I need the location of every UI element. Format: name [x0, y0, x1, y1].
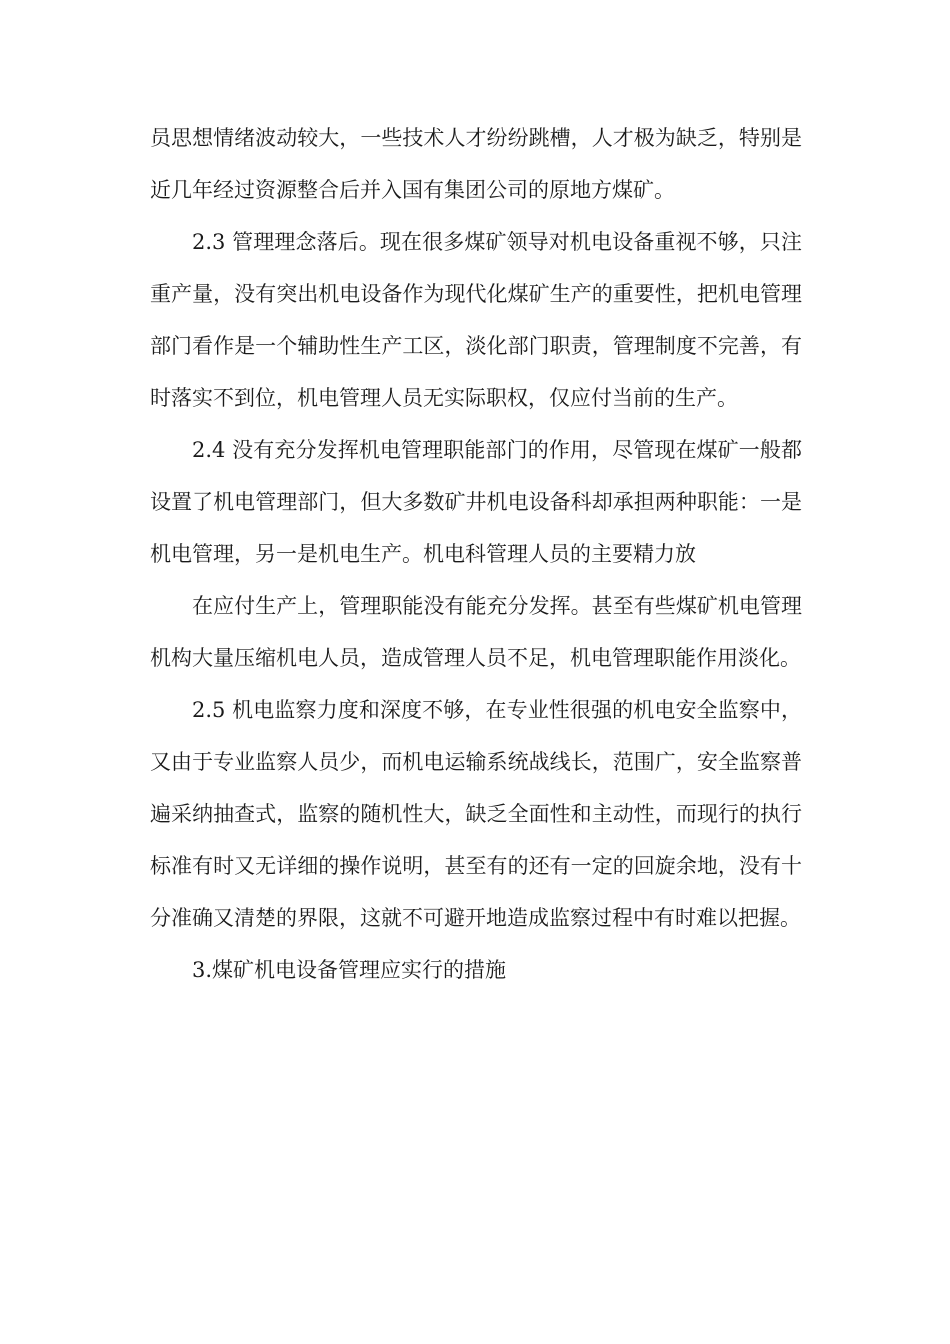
document-body: [150, 112, 802, 996]
section-heading-3-measures: 3.煤矿机电设备管理应实行的措施: [192, 958, 507, 982]
paragraph-2-4-continued: 在应付生产上，管理职能没有能充分发挥。甚至有些煤矿机电管理机构大量压缩机电人员，造成管理人员不足，机电管理职能作用淡化。: [150, 594, 802, 670]
paragraph-2-3-management-concept: 2.3 管理理念落后。现在很多煤矿领导对机电设备重视不够，只注重产量，没有突出机电设备作为现代化煤矿生产的重要性，把机电管理部门看作是一个辅助性生产工区，淡化部门职责，管理制度不完善，有时落实不到位，机电管理人员无实际职权，仅应付当前的生产。: [150, 230, 802, 410]
paragraph-staff-turnover: 员思想情绪波动较大，一些技术人才纷纷跳槽，人才极为缺乏，特别是近几年经过资源整合后并入国有集团公司的原地方煤矿。: [150, 126, 802, 202]
paragraph-2-4-functional-departments: 2.4 没有充分发挥机电管理职能部门的作用，尽管现在煤矿一般都设置了机电管理部门，但大多数矿井机电设备科却承担两种职能：一是机电管理，另一是机电生产。机电科管理人员的主要精力放: [150, 438, 802, 566]
paragraph-2-5-supervision: 2.5 机电监察力度和深度不够，在专业性很强的机电安全监察中，又由于专业监察人员少，而机电运输系统战线长，范围广，安全监察普遍采纳抽查式，监察的随机性大，缺乏全面性和主动性，而现行的执行标准有时又无详细的操作说明，甚至有的还有一定的回旋余地，没有十分准确又清楚的界限，这就不可避开地造成监察过程中有时难以把握。: [150, 698, 802, 930]
